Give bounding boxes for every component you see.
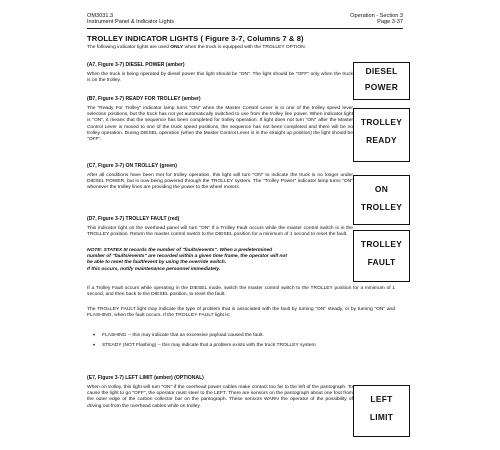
page-number: Page 3-37 [377, 19, 403, 26]
note-line: If this occurs, notify maintenance personnel immediately. [87, 266, 221, 272]
trolley-fault-heading: (D7, Figure 3-7) TROLLEY FAULT (red) [87, 216, 180, 222]
on-trolley-indicator [353, 175, 410, 225]
bullet-icon: • [93, 343, 96, 349]
diesel-power-indicator [353, 62, 410, 100]
note-line: number of "faults/events" are recorded within a given time frame, the operator will not [87, 254, 288, 260]
indicator-line-1: TROLLEY [360, 239, 403, 249]
ready-for-trolley-body: The "Ready For Trolley" indicator lamp turns "ON" when the Master Control Lever is in one of the trolley speed lever selection positions, but the truck has not yet automatically switched to use from the trolley line power. When indicator light is "ON", it means that the sequence has been completed for trolley operation. If light does not turn "ON" after the Master Control Lever is moved to one of the truck speed positions, the sequence has not been completed and there will be no trolley operation. During DIESEL operation (when the Master Control Lever is in the straight up position) the light should be "OFF". [87, 106, 353, 143]
intro-after: when the truck is equipped with the TROLLEY OPTION. [183, 45, 307, 50]
indicator-line-2: POWER [364, 82, 399, 92]
ready-for-trolley-heading: (B7, Figure 3-7) READY FOR TROLLEY (amber) [87, 96, 201, 102]
header-left [87, 13, 174, 26]
note-line: be able to reset the fault/event by using the override switch. [87, 260, 227, 266]
diesel-power-heading: (A7, Figure 3-7) DIESEL POWER (amber) [87, 62, 185, 68]
bullet-text: STEADY (NOT Flashing) -- this may indicate that a problem exists with the truck TROLLEY system. [102, 343, 317, 348]
left-limit-body: When on trolley, this light will turn "ON" if the overhead power cables make contact too far to the left of the pantograph. To cause the light to go "OFF", the operator must steer to the LEFT. There are sensors on the pantograph about one foot from the outer edge of the carbon collector bar on the pantograph. These sensors WARN the operator of the possibility of driving out from the overhead cables while on trolley. [87, 385, 353, 409]
indicator-line-2: READY [366, 135, 397, 145]
indicator-line-1: DIESEL [365, 66, 398, 76]
on-trolley-heading: (C7, Figure 3-7) ON TROLLEY (green) [87, 163, 177, 169]
header-divider [87, 28, 403, 29]
trolley-ready-indicator [353, 108, 410, 162]
doc-id: OM3031.3 [87, 13, 114, 19]
section-label: Operation - Section 3 [350, 13, 403, 19]
bullet-icon: • [93, 333, 96, 339]
trolley-fault-body: This indicator light on the overhead panel will turn "ON" if a Trolley Fault occurs while the master control switch is in the TROLLEY position. Return the master control switch to the DIESEL position for a minimum of 1 second to reset the fault. [87, 226, 353, 238]
fault-type-text: The TROLLEY FAULT light may indicate the type of problem that is associated with the fault by turning "ON" steady, or by turning "ON" and FLASHING, when the fault occurs. If the TROLLEY FAULT light is: [87, 307, 395, 319]
indicator-line-1: TROLLEY [360, 117, 403, 127]
intro-text [87, 45, 395, 51]
diesel-power-body: When the truck is being operated by diesel power this light should be "ON". The light should be "OFF" only when the truck is on the trolley. [87, 72, 353, 84]
left-limit-indicator [353, 385, 410, 437]
left-limit-heading: (E7, Figure 3-7) LEFT LIMIT (amber) (OPTIONAL) [87, 375, 204, 381]
bullet-text: FLASHING -- this may indicate that an excessive payload caused the fault. [102, 333, 264, 338]
note-line: NOTE: STATEX III records the number of "faults/events". When a predetermined [87, 248, 273, 253]
doc-subtitle: Instrument Panel & Indicator Lights [87, 19, 175, 26]
indicator-line-1: ON [374, 184, 389, 194]
indicator-line-2: FAULT [367, 257, 396, 267]
header-right [350, 13, 403, 26]
indicator-line-2: TROLLEY [360, 202, 403, 212]
page-title: TROLLEY INDICATOR LIGHTS ( Figure 3-7, Columns 7 & 8) [87, 34, 304, 43]
intro-before: The following indicator lights are used [87, 45, 171, 50]
on-trolley-body: After all conditions have been met for trolley operation, this light will turn "ON" to indicate the truck is no longer under DIESEL POWER, but is now being powered through the TROLLEY system. The "Trolley Power" indicator lamp turns "ON" whenever the trolley lines are providing the power to the wheel motors. [87, 173, 353, 191]
indicator-line-1: LEFT [370, 394, 393, 404]
trolley-fault-indicator [353, 230, 410, 282]
statex-note [87, 248, 353, 273]
intro-emphasis: ONLY [170, 45, 184, 50]
list-item [93, 333, 393, 339]
indicator-line-2: LIMIT [369, 412, 394, 422]
list-item [93, 343, 323, 349]
diesel-mode-fault-text: If a Trolley Fault occurs while operating in the DIESEL mode, switch the master control switch to the TROLLEY position for a minimum of 1 second, and then back to the DIESEL position, to reset the fault. [87, 286, 395, 298]
